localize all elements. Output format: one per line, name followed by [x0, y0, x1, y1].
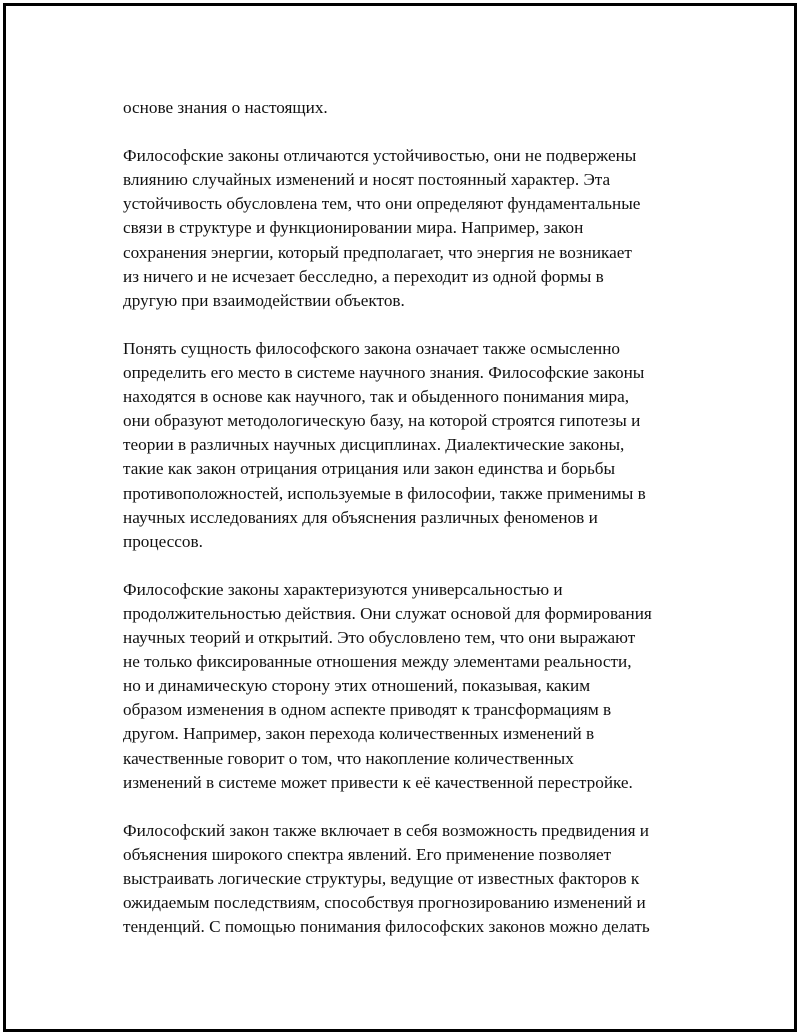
- text-line: другую при взаимодействии объектов.: [123, 290, 405, 310]
- text-line: но и динамическую сторону этих отношений, показывая, каким: [123, 676, 591, 696]
- text-line: выстраивать логические структуры, ведущие от известных факторов к: [123, 869, 640, 888]
- text-line: Философские законы характеризуются универсальностью и: [123, 579, 563, 599]
- paragraph-1: [123, 96, 713, 120]
- text-line: из ничего и не исчезает бесследно, а переходит из одной формы в: [123, 266, 604, 286]
- paragraph-2: [123, 144, 713, 313]
- text-line: качественные говорит о том, что накопление количественных: [123, 748, 574, 768]
- text-line: ожидаемым последствиям, способствуя прогнозированию изменений и: [123, 893, 646, 913]
- text-line: связи в структуре и функционировании мира. Например, закон: [123, 218, 584, 238]
- text-line: процессов.: [123, 531, 203, 551]
- text-line: устойчивость обусловлена тем, что они определяют фундаментальные: [123, 194, 641, 214]
- text-line: Философские законы отличаются устойчивостью, они не подвержены: [123, 146, 637, 166]
- text-line: Понять сущность философского закона означает также осмысленно: [123, 338, 621, 358]
- text-line: научных теорий и открытий. Это обусловлено тем, что они выражают: [123, 628, 636, 648]
- text-line: научных исследованиях для объяснения различных феноменов и: [123, 507, 598, 527]
- text-line: такие как закон отрицания отрицания или закон единства и борьбы: [123, 459, 616, 479]
- document-body: [123, 96, 713, 963]
- text-line: образом изменения в одном аспекте приводят к трансформациям в: [123, 700, 612, 720]
- text-line: другом. Например, закон перехода количественных изменений в: [123, 724, 595, 744]
- text-line: сохранения энергии, который предполагает, что энергия не возникает: [123, 242, 632, 262]
- text-line: объяснения широкого спектра явлений. Его применение позволяет: [123, 844, 612, 864]
- text-line: теории в различных научных дисциплинах. Диалектические законы,: [123, 435, 625, 455]
- text-line: тенденций. С помощью понимания философских законов можно делать: [123, 917, 650, 937]
- paragraph-4: [123, 578, 713, 795]
- text-line: противоположностей, используемые в философии, также применимы в: [123, 483, 646, 503]
- text-line: Философский закон также включает в себя возможность предвидения и: [123, 820, 649, 840]
- text-line: влиянию случайных изменений и носят постоянный характер. Эта: [123, 170, 611, 190]
- text-line: они образуют методологическую базу, на которой строятся гипотезы и: [123, 411, 641, 431]
- text-line: определить его место в системе научного знания. Философские законы: [123, 363, 645, 383]
- text-line: не только фиксированные отношения между элементами реальности,: [123, 652, 632, 672]
- text-line: продолжительностью действия. Они служат основой для формирования: [123, 603, 652, 623]
- text-line: находятся в основе как научного, так и обыденного понимания мира,: [123, 387, 630, 407]
- text-line: изменений в системе может привести к её качественной перестройке.: [123, 772, 633, 792]
- paragraph-3: [123, 337, 713, 554]
- page-frame: [3, 3, 797, 1032]
- text-line: основе знания о настоящих.: [123, 98, 328, 117]
- paragraph-5: [123, 819, 713, 939]
